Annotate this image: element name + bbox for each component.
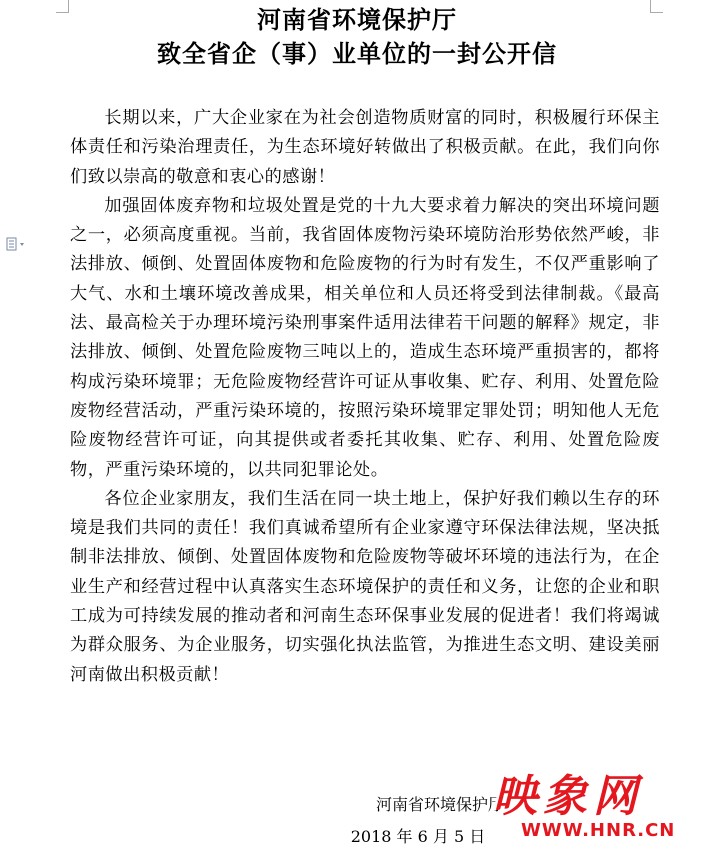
letter-body [70,104,660,690]
watermark-logo [485,760,705,860]
document-subtitle: 致全省企（事）业单位的一封公开信 [157,40,557,68]
document-style-icon[interactable] [6,237,34,251]
watermark-brand: 映象网 [493,771,643,822]
paragraph-1: 长期以来，广大企业家在为社会创造物质财富的同时，积极履行环保主体责任和污染治理责任，为生态环境好转做出了积极贡献。在此，我们向你们致以崇高的敬意和衷心的感谢！ [70,108,660,187]
signature-date: 2018 年 6 月 5 日 [350,827,486,846]
document-title: 河南省环境保护厅 [257,6,457,34]
paragraph-3: 各位企业家朋友，我们生活在同一块土地上，保护好我们赖以生存的环境是我们共同的责任！我们真诚希望所有企业家遵守环保法律法规，坚决抵制非法排放、倾倒、处置固体废物和危险废物等破坏环境的违法行为，在企业生产和经营过程中认真落实生态环境保护的责任和义务，让您的企业和职工成为可持续发展的推动者和河南生态环保事业发展的促进者！我们将竭诚为群众服务、为企业服务，切实强化执法监管，为推进生态文明、建设美丽河南做出积极贡献！ [70,488,660,685]
paragraph-2: 加强固体废弃物和垃圾处置是党的十九大要求着力解决的突出环境问题之一，必须高度重视。当前，我省固体废物污染环境防治形势依然严峻，非法排放、倾倒、处置固体废物和危险废物的行为时有发生，不仅严重影响了大气、水和土壤环境改善成果，相关单位和人员还将受到法律制裁。《最高法、最高检关于办理环境污染刑事案件适用法律若干问题的解释》规定，非法排放、倾倒、处置危险废物三吨以上的，造成生态环境严重损害的，都将构成污染环境罪；无危险废物经营许可证从事收集、贮存、利用、处置危险废物经营活动，严重污染环境的，按照污染环境罪定罪处罚；明知他人无危险废物经营许可证，向其提供或者委托其收集、贮存、利用、处置危险废物，严重污染环境的，以共同犯罪论处。 [70,195,660,480]
signature-organization: 河南省环境保护厅 [375,795,504,814]
watermark-url: WWW.HNR.CN [521,820,676,841]
